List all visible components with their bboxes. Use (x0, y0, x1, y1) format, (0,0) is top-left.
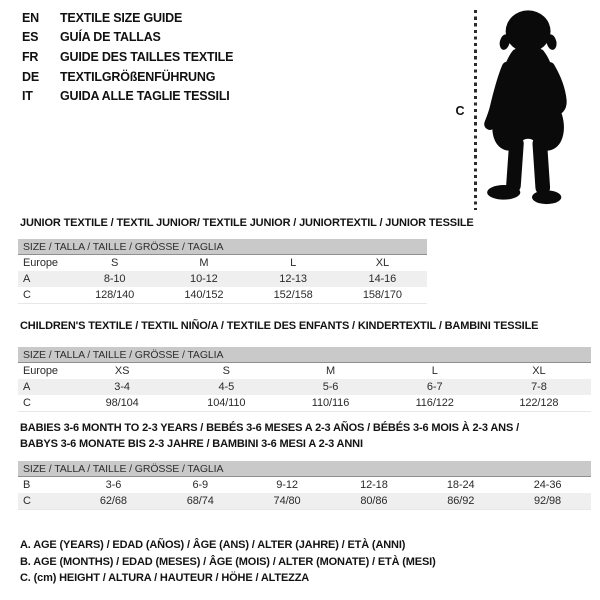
legend-note: A. AGE (YEARS) / EDAD (AÑOS) / ÂGE (ANS) / ALTER (JAHRE) / ETÀ (ANNI) (20, 539, 406, 551)
language-row (22, 86, 233, 106)
table-cell: 140/152 (184, 289, 224, 301)
language-row (22, 67, 233, 87)
section-title-line: CHILDREN'S TEXTILE / TEXTIL NIÑO/A / TEXTILE DES ENFANTS / KINDERTEXTIL / BAMBINI TESSILE (20, 320, 539, 332)
language-code: IT (22, 89, 33, 104)
section-title-junior (20, 215, 474, 231)
height-measure-dashed-line (474, 10, 477, 210)
table-rows (18, 255, 427, 303)
table-row (18, 493, 591, 509)
table-cell: M (199, 257, 209, 269)
table-cell: 5-6 (322, 381, 339, 393)
table-cell: 158/170 (362, 289, 402, 301)
junior-size-table (18, 239, 427, 304)
row-label: A (23, 381, 31, 393)
row-label: Europe (23, 365, 58, 377)
table-cell: 128/140 (95, 289, 135, 301)
row-label: C (23, 495, 31, 507)
table-cell: 24-36 (533, 479, 562, 491)
babies-size-table (18, 461, 591, 510)
table-row (18, 477, 591, 493)
language-title-list (22, 8, 233, 106)
table-cell: 10-12 (190, 273, 218, 285)
section-title-line: JUNIOR TEXTILE / TEXTIL JUNIOR/ TEXTILE JUNIOR / JUNIORTEXTIL / JUNIOR TESSILE (20, 217, 474, 229)
table-cell: XL (375, 257, 389, 269)
size-header-band: SIZE / TALLA / TAILLE / GRÖSSE / TAGLIA (18, 347, 591, 363)
table-cell: 110/116 (311, 397, 350, 409)
table-cell: 7-8 (531, 381, 547, 393)
table-cell: 6-7 (426, 381, 443, 393)
legend-note: C. (cm) HEIGHT / ALTURA / HAUTEUR / HÖHE / ALTEZZA (20, 572, 310, 584)
row-label: C (23, 397, 31, 409)
table-cell: 152/158 (273, 289, 313, 301)
table-cell: 116/122 (415, 397, 454, 409)
language-code: ES (22, 30, 39, 45)
table-row (18, 395, 591, 411)
section-title-children (20, 318, 538, 334)
language-title: GUIDE DES TAILLES TEXTILE (60, 49, 234, 64)
table-cell: XS (114, 365, 130, 377)
table-cell: 8-10 (103, 273, 126, 285)
table-cell: L (431, 365, 438, 377)
table-cell: 3-6 (105, 479, 122, 491)
section-title-babies (20, 420, 519, 452)
legend-note: B. AGE (MONTHS) / EDAD (MESES) / ÂGE (MOIS) / ALTER (MONATE) / ETÀ (MESI) (20, 555, 436, 568)
section-title-line: BABIES 3-6 MONTH TO 2-3 YEARS / BEBÉS 3-6 MESES A 2-3 AÑOS / BÉBÉS 3-6 MOIS À 2-3 ANS / (20, 422, 519, 434)
children-size-table (18, 347, 591, 412)
table-cell: 68/74 (186, 495, 214, 507)
language-title: GUÍA DE TALLAS (60, 30, 161, 45)
table-row (18, 287, 427, 303)
table-cell: 62/68 (99, 495, 127, 507)
table-cell: XL (532, 365, 546, 377)
table-row (18, 363, 591, 379)
table-cell: 12-13 (279, 273, 307, 285)
table-cell: 80/86 (360, 495, 388, 507)
table-cell: 3-4 (114, 381, 130, 393)
table-cell: 12-18 (360, 479, 388, 491)
size-header-band: SIZE / TALLA / TAILLE / GRÖSSE / TAGLIA (18, 461, 591, 477)
language-title: GUIDA ALLE TAGLIE TESSILI (60, 89, 230, 104)
table-cell: S (222, 365, 230, 377)
height-measure-label: C (455, 104, 465, 118)
table-row (18, 255, 427, 271)
size-header-band: SIZE / TALLA / TAILLE / GRÖSSE / TAGLIA (18, 239, 427, 255)
language-row (22, 47, 233, 67)
table-row (18, 271, 427, 287)
row-label: B (23, 479, 31, 491)
table-cell: 104/110 (207, 397, 246, 409)
table-cell: L (290, 257, 297, 269)
language-title: TEXTILGRÖßENFÜHRUNG (60, 69, 216, 84)
baby-silhouette-icon (481, 7, 584, 207)
language-code: FR (22, 49, 39, 64)
table-rows (18, 363, 591, 411)
table-cell: 98/104 (105, 397, 139, 409)
language-row (22, 28, 233, 48)
table-cell: 6-9 (192, 479, 209, 491)
row-label: Europe (23, 257, 58, 269)
table-cell: 14-16 (368, 273, 397, 285)
table-cell: 122/128 (519, 397, 559, 409)
legend-notes (20, 537, 436, 587)
language-code: EN (22, 10, 39, 25)
table-cell: 4-5 (218, 381, 235, 393)
language-row (22, 8, 233, 28)
table-cell: 86/92 (447, 495, 475, 507)
row-label: C (23, 289, 31, 301)
language-code: DE (22, 69, 39, 84)
table-cell: 9-12 (276, 479, 298, 491)
table-cell: 18-24 (446, 479, 475, 491)
table-rows (18, 477, 591, 509)
language-title: TEXTILE SIZE GUIDE (60, 10, 183, 25)
table-cell: 92/98 (534, 495, 562, 507)
table-cell: 74/80 (273, 495, 301, 507)
row-label: A (23, 273, 31, 285)
section-title-line: BABYS 3-6 MONATE BIS 2-3 JAHRE / BAMBINI 3-6 MESI A 2-3 ANNI (20, 438, 363, 450)
table-row (18, 379, 591, 395)
table-cell: S (111, 257, 119, 269)
table-cell: M (325, 365, 336, 377)
